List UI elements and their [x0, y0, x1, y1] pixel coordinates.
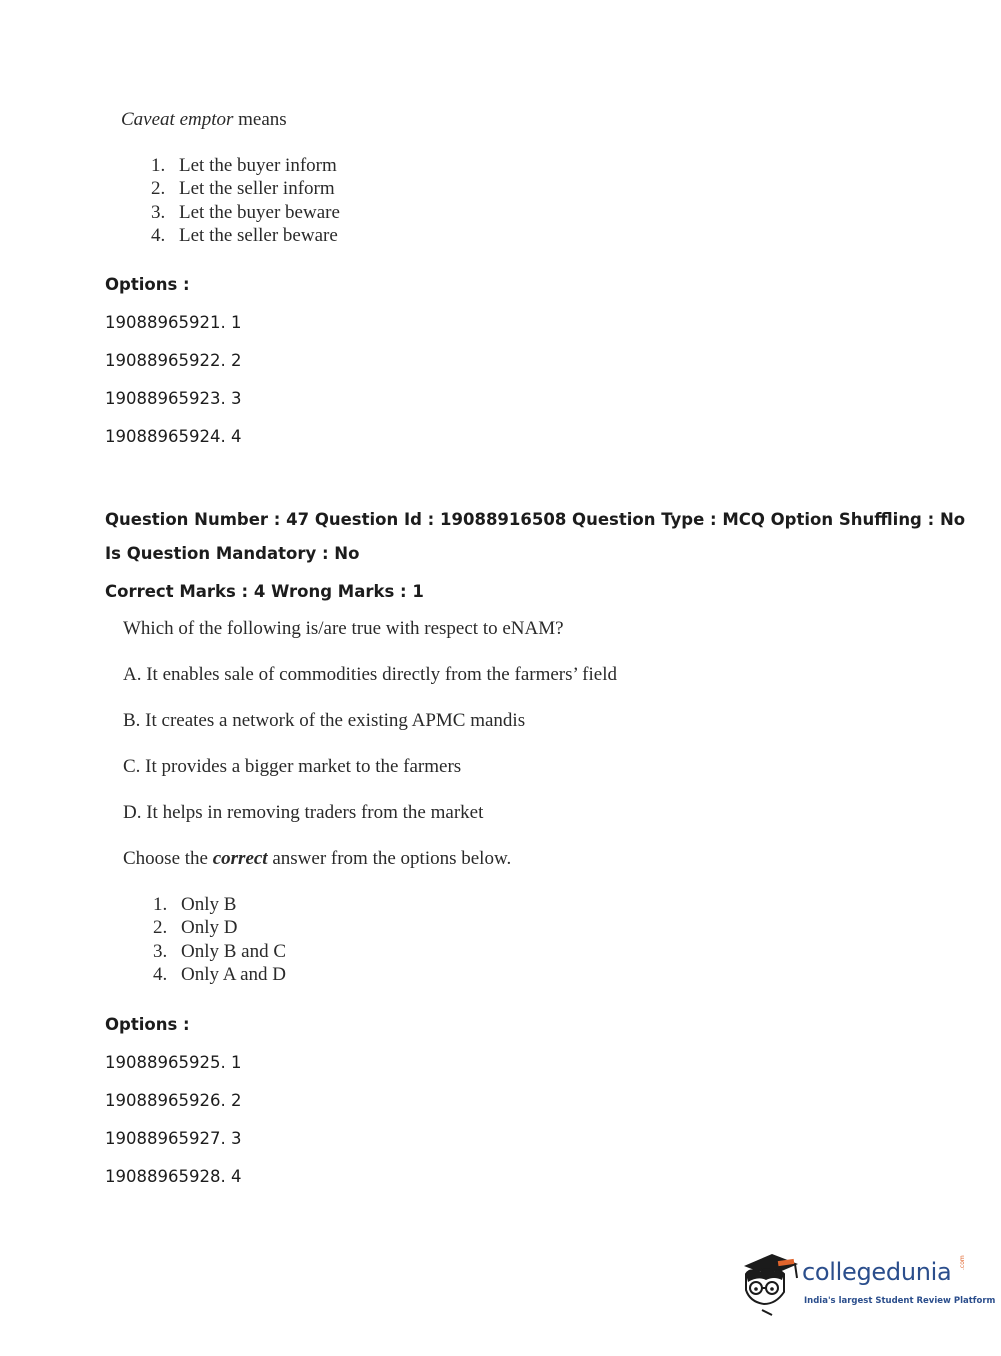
question-2-statement: D. It helps in removing traders from the market — [123, 802, 484, 823]
question-2-option: 19088965928. 4 — [105, 1167, 242, 1186]
collegedunia-logo — [738, 1248, 996, 1318]
question-1-choices — [151, 154, 340, 247]
instruction-lead: Choose the — [123, 848, 213, 869]
question-2-option: 19088965927. 3 — [105, 1129, 242, 1148]
question-1-option: 19088965921. 1 — [105, 313, 242, 332]
choice-text: Let the buyer beware — [179, 201, 340, 223]
choice-number: 2. — [151, 178, 166, 200]
question-2-meta-info: Question Number : 47 Question Id : 19088916508 Question Type : MCQ Option Shuffling : No — [105, 510, 966, 529]
question-2-stem: Which of the following is/are true with respect to eNAM? — [123, 618, 564, 639]
question-2-mandatory: Is Question Mandatory : No — [105, 544, 360, 563]
question-2-marks: Correct Marks : 4 Wrong Marks : 1 — [105, 582, 424, 601]
mascot-graduate-icon — [738, 1248, 802, 1318]
logo-domain-suffix: .com — [959, 1255, 966, 1270]
choice-number: 1. — [153, 894, 168, 915]
question-1-option: 19088965923. 3 — [105, 389, 242, 408]
question-1-option: 19088965922. 2 — [105, 351, 242, 370]
question-2-option: 19088965926. 2 — [105, 1091, 242, 1110]
question-1-option: 19088965924. 4 — [105, 427, 242, 446]
question-2-instruction — [123, 848, 511, 870]
question-1-choice — [151, 224, 340, 247]
choice-number: 4. — [151, 224, 166, 246]
question-1-options-heading: Options : — [105, 275, 190, 294]
choice-number: 4. — [153, 963, 168, 985]
instruction-emphasis: correct — [212, 848, 268, 869]
logo-tagline: India's largest Student Review Platform — [804, 1296, 996, 1306]
choice-number: 3. — [151, 201, 166, 223]
choice-text: Let the seller beware — [179, 224, 338, 246]
question-1-stem — [121, 109, 287, 131]
question-2-choice — [153, 963, 286, 986]
question-2-choices — [153, 893, 286, 986]
question-1-stem-italic: Caveat emptor — [121, 109, 234, 130]
question-1-choice — [151, 177, 340, 200]
choice-text: Only D — [181, 917, 238, 939]
question-2-choice — [153, 893, 286, 916]
choice-number: 2. — [153, 917, 168, 939]
choice-text: Let the seller inform — [179, 178, 335, 200]
choice-text: Only B and C — [181, 940, 287, 962]
question-2-statement: A. It enables sale of commodities directly from the farmers’ field — [123, 664, 617, 685]
choice-text: Only B — [181, 894, 237, 915]
choice-number: 3. — [153, 940, 168, 962]
logo-wordmark: collegedunia — [802, 1258, 952, 1286]
question-2-option: 19088965925. 1 — [105, 1053, 242, 1072]
question-1-choice — [151, 201, 340, 224]
question-2-statement: C. It provides a bigger market to the farmers — [123, 756, 462, 777]
instruction-tail: answer from the options below. — [267, 848, 512, 869]
question-2-statement: B. It creates a network of the existing APMC mandis — [123, 710, 526, 731]
choice-text: Only A and D — [181, 963, 287, 985]
question-2-choice — [153, 916, 286, 939]
question-1-stem-rest: means — [233, 109, 287, 130]
choice-number: 1. — [151, 155, 166, 176]
choice-text: Let the buyer inform — [179, 155, 337, 176]
question-2-choice — [153, 940, 286, 963]
question-1-choice — [151, 154, 340, 177]
question-2-options-heading: Options : — [105, 1015, 190, 1034]
